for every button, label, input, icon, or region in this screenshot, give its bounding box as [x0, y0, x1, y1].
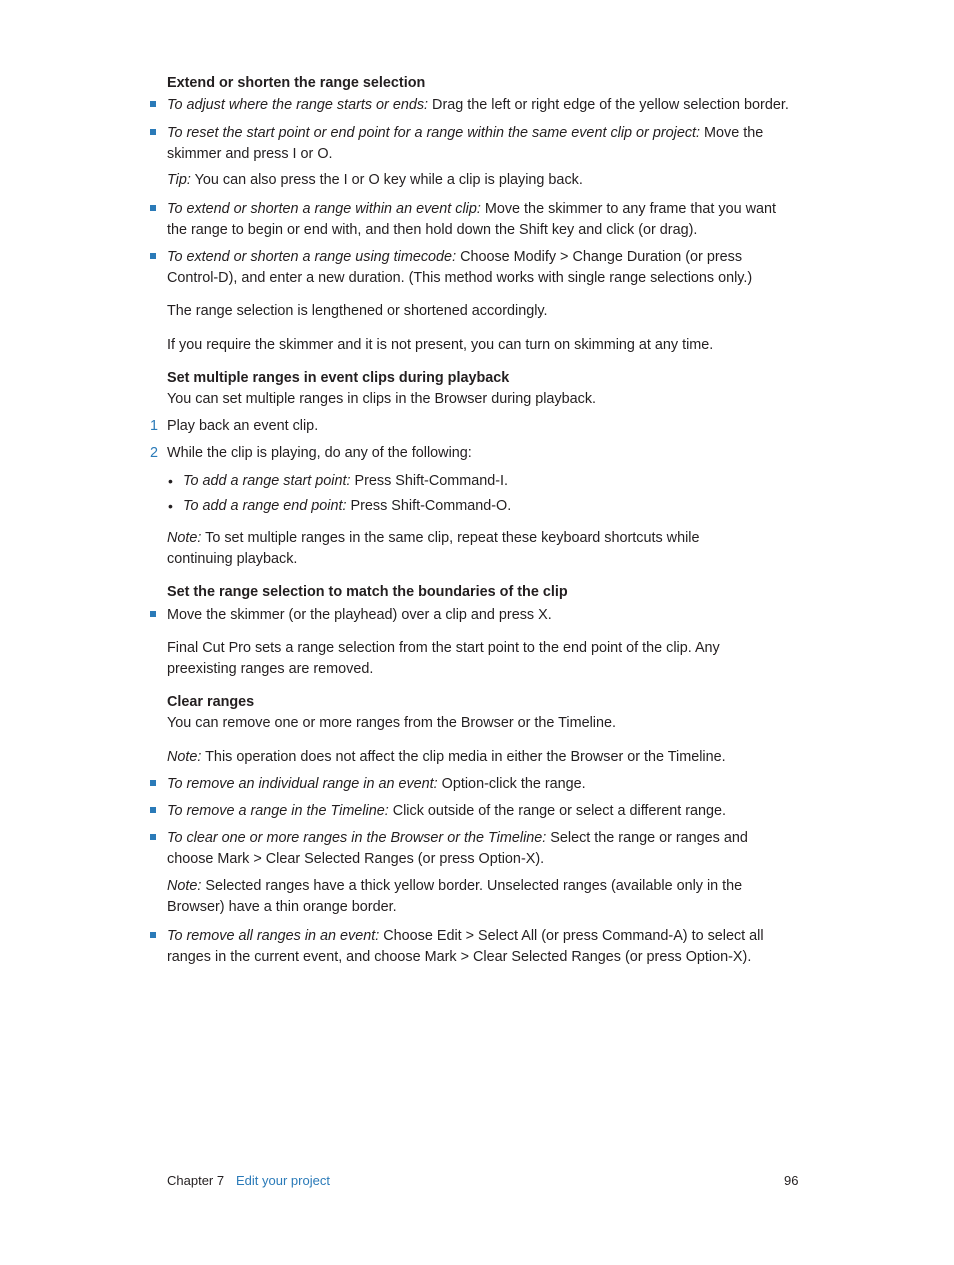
footer-chapter: Chapter 7	[167, 1173, 225, 1188]
body-paragraph: You can set multiple ranges in clips in the Browser during playback.	[167, 391, 597, 407]
note-paragraph: Note: To set multiple ranges in the same clip, repeat these keyboard shortcuts while continuing playback.	[167, 530, 700, 567]
step-number: 2	[150, 445, 159, 461]
section-heading-multiple-ranges: Set multiple ranges in event clips during playback	[167, 370, 510, 386]
section-heading-extend-shorten: Extend or shorten the range selection	[167, 75, 426, 91]
list-item: Move the skimmer (or the playhead) over a clip and press X.	[167, 607, 552, 623]
body-paragraph: You can remove one or more ranges from the Browser or the Timeline.	[167, 715, 616, 731]
sub-list-item: To add a range start point: Press Shift-Command-I.	[183, 473, 509, 489]
bullet-square-icon	[150, 780, 156, 786]
bullet-square-icon	[150, 834, 156, 840]
section-heading-match-boundaries: Set the range selection to match the boundaries of the clip	[167, 584, 568, 600]
step-text: While the clip is playing, do any of the following:	[167, 445, 472, 461]
list-item: To adjust where the range starts or ends: Drag the left or right edge of the yellow selection border.	[167, 97, 789, 113]
section-heading-clear-ranges: Clear ranges	[167, 694, 255, 710]
step-text: Play back an event clip.	[167, 418, 319, 434]
list-item: To extend or shorten a range within an event clip: Move the skimmer to any frame that you want the range to begin or end with, and then hold down the Shift key and click (or drag).	[167, 201, 777, 238]
list-item: To reset the start point or end point for a range within the same event clip or project: Move the skimmer and press I or O.	[167, 125, 764, 162]
body-paragraph: The range selection is lengthened or shortened accordingly.	[167, 303, 548, 319]
bullet-square-icon	[150, 101, 156, 107]
list-item: To clear one or more ranges in the Browser or the Timeline: Select the range or ranges and choose Mark > Clear Selected Ranges (or press Option-X).	[167, 830, 748, 867]
list-item: To remove all ranges in an event: Choose Edit > Select All (or press Command-A) to select all ranges in the current event, and choose Mark > Clear Selected Ranges (or press Option-X).	[167, 928, 764, 965]
sub-list-item: To add a range end point: Press Shift-Command-O.	[183, 498, 512, 514]
bullet-dot-icon: •	[168, 473, 173, 489]
step-number: 1	[150, 418, 159, 434]
list-item: To remove a range in the Timeline: Click outside of the range or select a different range.	[167, 803, 727, 819]
bullet-dot-icon: •	[168, 498, 173, 514]
bullet-square-icon	[150, 253, 156, 259]
note-paragraph: Note: This operation does not affect the clip media in either the Browser or the Timeline.	[167, 749, 726, 765]
footer-chapter-link[interactable]: Edit your project	[236, 1173, 330, 1188]
body-paragraph: If you require the skimmer and it is not present, you can turn on skimming at any time.	[167, 337, 714, 353]
list-item: To extend or shorten a range using timecode: Choose Modify > Change Duration (or press Control-D), and enter a new duration. (This method works with single range selections only.)	[167, 249, 753, 286]
bullet-square-icon	[150, 807, 156, 813]
bullet-square-icon	[150, 129, 156, 135]
bullet-square-icon	[150, 611, 156, 617]
bullet-square-icon	[150, 932, 156, 938]
bullet-square-icon	[150, 205, 156, 211]
page-number: 96	[784, 1173, 799, 1188]
list-item: To remove an individual range in an event: Option-click the range.	[167, 776, 586, 792]
body-paragraph: Final Cut Pro sets a range selection from the start point to the end point of the clip. Any preexisting ranges are removed.	[167, 640, 720, 677]
note-paragraph: Note: Selected ranges have a thick yellow border. Unselected ranges (available only in the Browser) have a thin orange border.	[167, 878, 743, 915]
tip-paragraph: Tip: You can also press the I or O key while a clip is playing back.	[167, 172, 583, 188]
